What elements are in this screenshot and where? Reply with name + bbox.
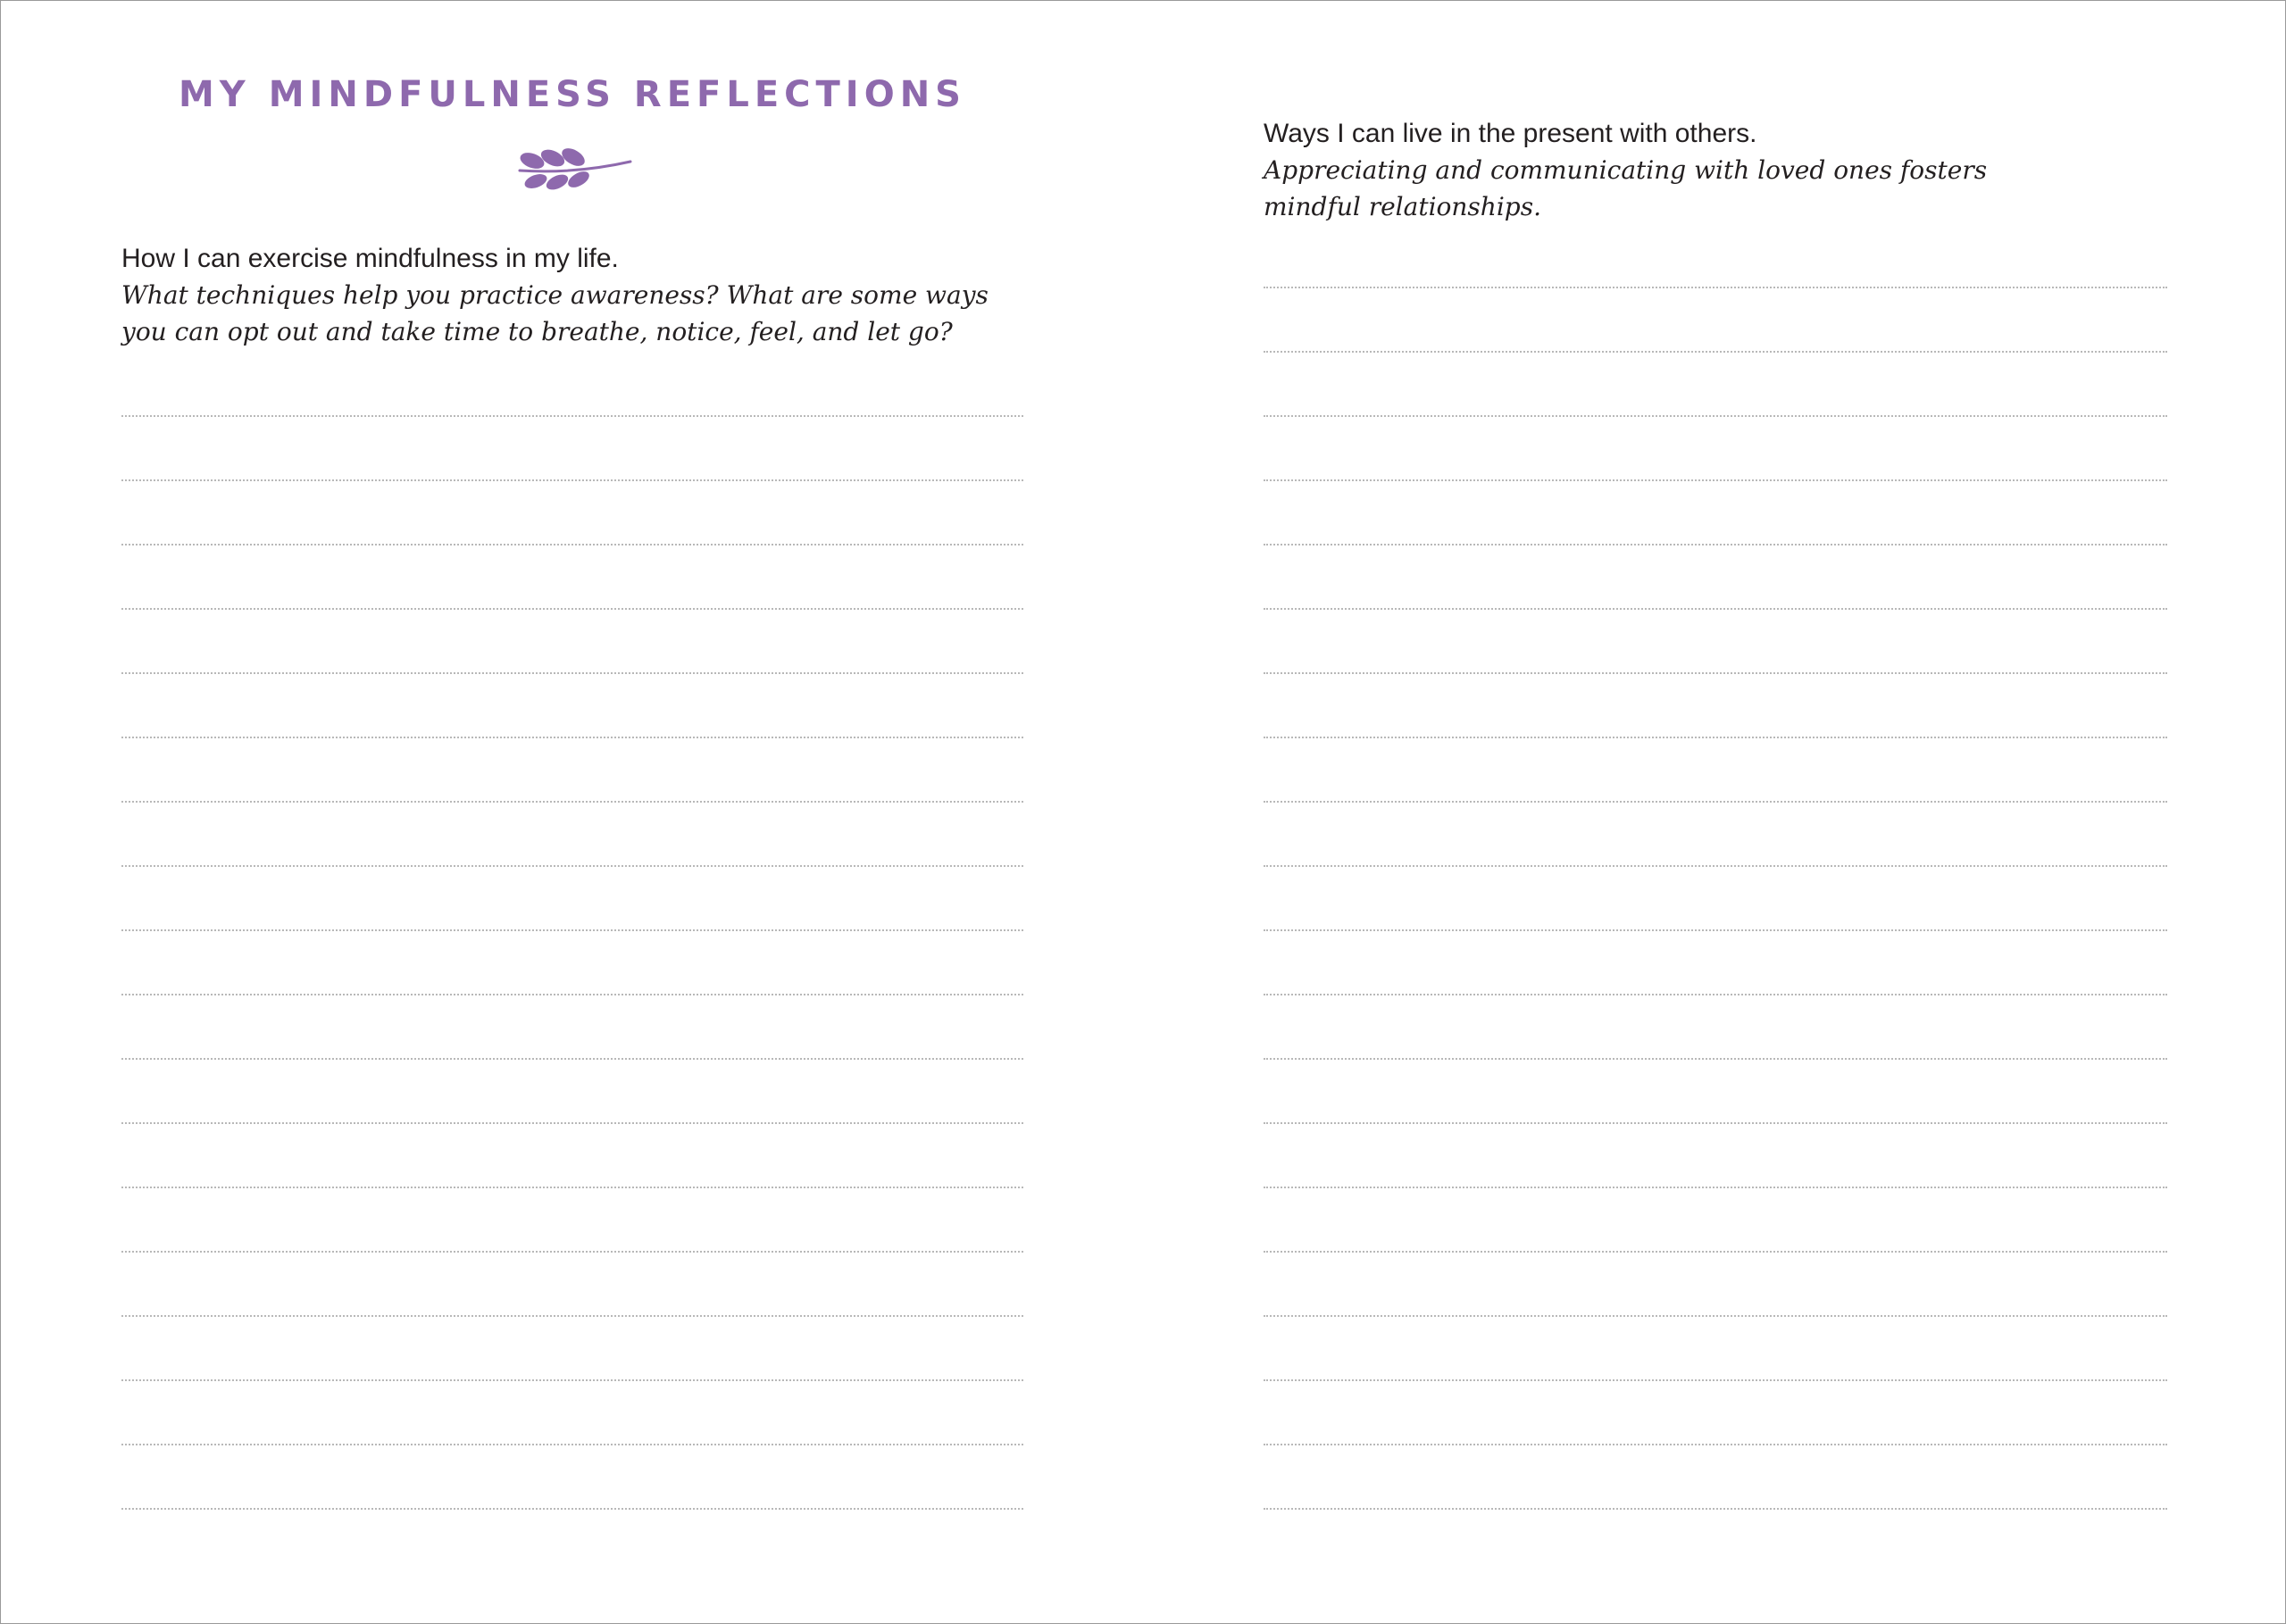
- writing-line[interactable]: [1264, 1058, 2167, 1060]
- writing-line[interactable]: [121, 415, 1023, 417]
- writing-line[interactable]: [121, 544, 1023, 545]
- writing-line[interactable]: [121, 1508, 1023, 1510]
- right-prompt-subtext: Appreciating and communicating with loved ones fosters mindful relationships.: [1264, 155, 1988, 221]
- writing-line[interactable]: [1264, 351, 2167, 353]
- writing-line[interactable]: [1264, 415, 2167, 417]
- writing-line[interactable]: [1264, 737, 2167, 738]
- writing-line[interactable]: [1264, 1315, 2167, 1317]
- writing-line[interactable]: [1264, 672, 2167, 674]
- writing-line[interactable]: [1264, 1251, 2167, 1253]
- writing-line[interactable]: [1264, 287, 2167, 288]
- writing-line[interactable]: [1264, 1379, 2167, 1381]
- writing-line[interactable]: [121, 865, 1023, 867]
- writing-line[interactable]: [121, 929, 1023, 931]
- left-prompt-subtext: What techniques help you practice awareness? What are some ways you can opt out and take time to breathe, notice, feel, and let go?: [121, 280, 989, 346]
- writing-line[interactable]: [1264, 479, 2167, 481]
- writing-line[interactable]: [121, 1379, 1023, 1381]
- page-title: MY MINDFULNESS REFLECTIONS: [179, 74, 966, 115]
- writing-line[interactable]: [121, 1122, 1023, 1124]
- writing-line[interactable]: [1264, 1508, 2167, 1510]
- writing-line[interactable]: [121, 1058, 1023, 1060]
- writing-line[interactable]: [121, 1444, 1023, 1445]
- writing-line[interactable]: [121, 1315, 1023, 1317]
- writing-line[interactable]: [1264, 1187, 2167, 1188]
- writing-line[interactable]: [121, 608, 1023, 610]
- writing-line[interactable]: [121, 737, 1023, 738]
- writing-line[interactable]: [121, 1251, 1023, 1253]
- writing-line[interactable]: [1264, 1444, 2167, 1445]
- left-prompt: [121, 240, 1041, 350]
- writing-line[interactable]: [121, 801, 1023, 803]
- right-prompt: [1264, 115, 2067, 225]
- writing-line[interactable]: [1264, 865, 2167, 867]
- writing-line[interactable]: [1264, 801, 2167, 803]
- writing-line[interactable]: [1264, 544, 2167, 545]
- writing-line[interactable]: [1264, 1122, 2167, 1124]
- right-prompt-heading: Ways I can live in the present with others.: [1264, 119, 1757, 148]
- right-writing-lines[interactable]: [1264, 287, 2167, 1572]
- left-writing-lines[interactable]: [121, 415, 1023, 1572]
- writing-line[interactable]: [1264, 994, 2167, 995]
- writing-line[interactable]: [1264, 608, 2167, 610]
- writing-line[interactable]: [121, 1187, 1023, 1188]
- writing-line[interactable]: [121, 479, 1023, 481]
- writing-line[interactable]: [1264, 929, 2167, 931]
- left-prompt-heading: How I can exercise mindfulness in my life.: [121, 244, 619, 273]
- writing-line[interactable]: [121, 672, 1023, 674]
- writing-line[interactable]: [121, 994, 1023, 995]
- leaf-sprig-icon: [513, 146, 633, 196]
